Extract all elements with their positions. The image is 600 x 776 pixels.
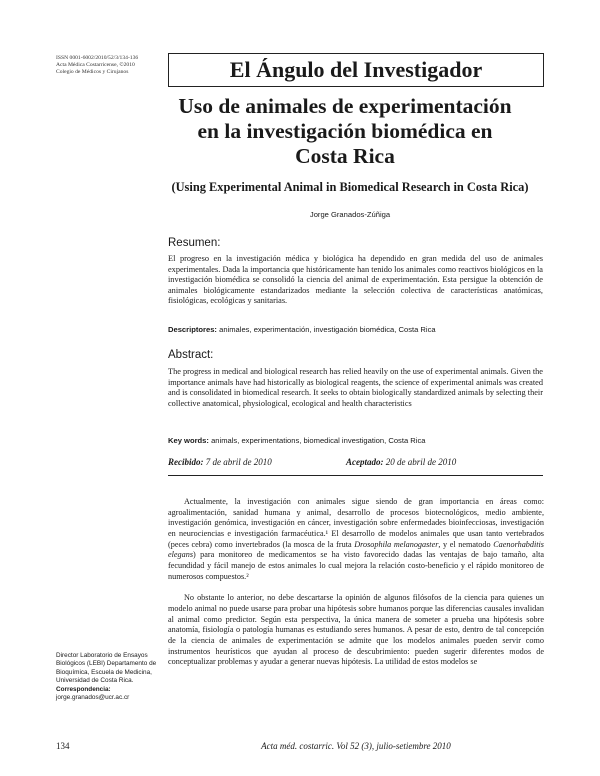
section-title: El Ángulo del Investigador	[168, 53, 544, 87]
keywords-label: Descriptores:	[168, 325, 217, 334]
received-date	[168, 457, 272, 467]
received-label: Recibido:	[168, 457, 204, 467]
accepted-label: Aceptado:	[346, 457, 384, 467]
issn-block	[56, 55, 166, 76]
article-title-line: en la investigación biomédica en	[197, 119, 493, 143]
resumen-heading: Resumen:	[168, 237, 221, 249]
affiliation-text: Director Laboratorio de Ensayos Biológicos (LEBI) Departamento de Bioquímica, Escuela de Medicina, Universidad de Costa Rica.	[56, 652, 157, 685]
keywords-value: animales, experimentación, investigación biomédica, Costa Rica	[219, 325, 436, 334]
author-affiliation	[56, 652, 174, 702]
correspondence-label: Correspondencia:	[56, 685, 111, 693]
article-title-line: Uso de animales de experimentación	[178, 94, 512, 118]
received-value: 7 de abril de 2010	[205, 457, 272, 467]
accepted-value: 20 de abril de 2010	[385, 457, 457, 467]
abstract-keywords	[168, 436, 543, 446]
species-name: Drosophila melanogaster	[354, 539, 439, 549]
abstract-heading: Abstract:	[168, 349, 214, 361]
article-title-line: Costa Rica	[295, 144, 395, 168]
article-body	[168, 497, 544, 668]
abstract-text: The progress in medical and biological research has relied heavily on the use of experimental animals. Given the importance animals have had historically as biological reagents, the science of experimental animals was created and is consolidated in biomedical research. It seeks to obtain biologically standardized animals by selecting their collective anatomical, physiological, ecological and health characteristics	[168, 367, 543, 408]
body-text: Actualmente, la investigación con animales sigue siendo de gran importancia en áreas como: agroalimentación, sanidad humana y animal, desarrollo de procesos biotecnológicos, medio ambiente, investigación genómica, investigación en cáncer, investigación sobre enfermedades bioinfecciosas, investigación en neurociencias e investigación farmacéutica.¹ El desarrollo de modelos animales que usan tanto vertebrados (peces cebra) como invertebrados (la mosca de la fruta	[168, 497, 544, 549]
body-text: ) para monitoreo de medicamentos se ha visto favorecido dadas las ventajas de bajo tamaño, alta fecundidad y fácil manejo de estos animales lo cual mejora la relación costo-beneficio y el rápido monitoreo de numerosos compuestos.²	[168, 550, 544, 581]
resumen-text: El progreso en la investigación médica y biológica ha dependido en gran medida del uso de animales experimentales. Dada la importancia que históricamente han tenido los animales como reactivos biológicos en la investigación biomédica se consolidó la ciencia del animal de experimentación. Esta persigue la obtención de animales biológicamente estandarizados mediante la selección colectiva de características anatómicas, fisiológicas, ecológicas y sanitarias.	[168, 254, 543, 306]
keywords-label: Key words:	[168, 436, 209, 445]
page-number: 134	[56, 741, 70, 751]
divider	[168, 475, 543, 476]
publisher-line: Colegio de Médicos y Cirujanos	[56, 69, 129, 75]
article-title	[150, 94, 540, 169]
body-paragraph: No obstante lo anterior, no debe descartarse la opinión de algunos filósofos de la ciencia para quienes un modelo animal no puede usarse para probar una hipótesis sobre humanos porque las diferencias causales invalidan al animal como predictor. Según esta perspectiva, la única manera de someter a prueba una hipótesis sobre anatomía, fisiología o patología humanas es estudiando seres humanos. A pesar de esto, dentro de tal concepción de la ciencia de animales de experimentación se admite que los modelos animales pueden servir como instrumentos heurísticos que ayudan al proceso de descubrimiento: pueden sugerir diferentes modos de conceptualizar problemas y ayudar a generar nuevas hipótesis. La utilidad de estos modelos se	[168, 593, 544, 667]
issn-line: ISSN 0001-6002/2010/52/3/134-136	[56, 55, 139, 61]
accepted-date	[346, 457, 456, 467]
author-name: Jorge Granados-Zúñiga	[309, 210, 391, 219]
journal-citation: Acta méd. costarric. Vol 52 (3), julio-setiembre 2010	[261, 741, 451, 751]
journal-copyright-line: Acta Médica Costarricense, ©2010	[56, 62, 135, 68]
keywords-value: animals, experimentations, biomedical investigation, Costa Rica	[211, 436, 426, 445]
species-name: Caenorhabditis elegans	[168, 539, 544, 560]
correspondence-email: jorge.granados@ucr.ac.cr	[56, 694, 130, 702]
article-subtitle: (Using Experimental Animal in Biomedical Research in Costa Rica)	[171, 180, 529, 194]
resumen-keywords	[168, 325, 543, 335]
body-text: , y el nematodo	[438, 539, 491, 549]
body-paragraph	[168, 497, 544, 582]
